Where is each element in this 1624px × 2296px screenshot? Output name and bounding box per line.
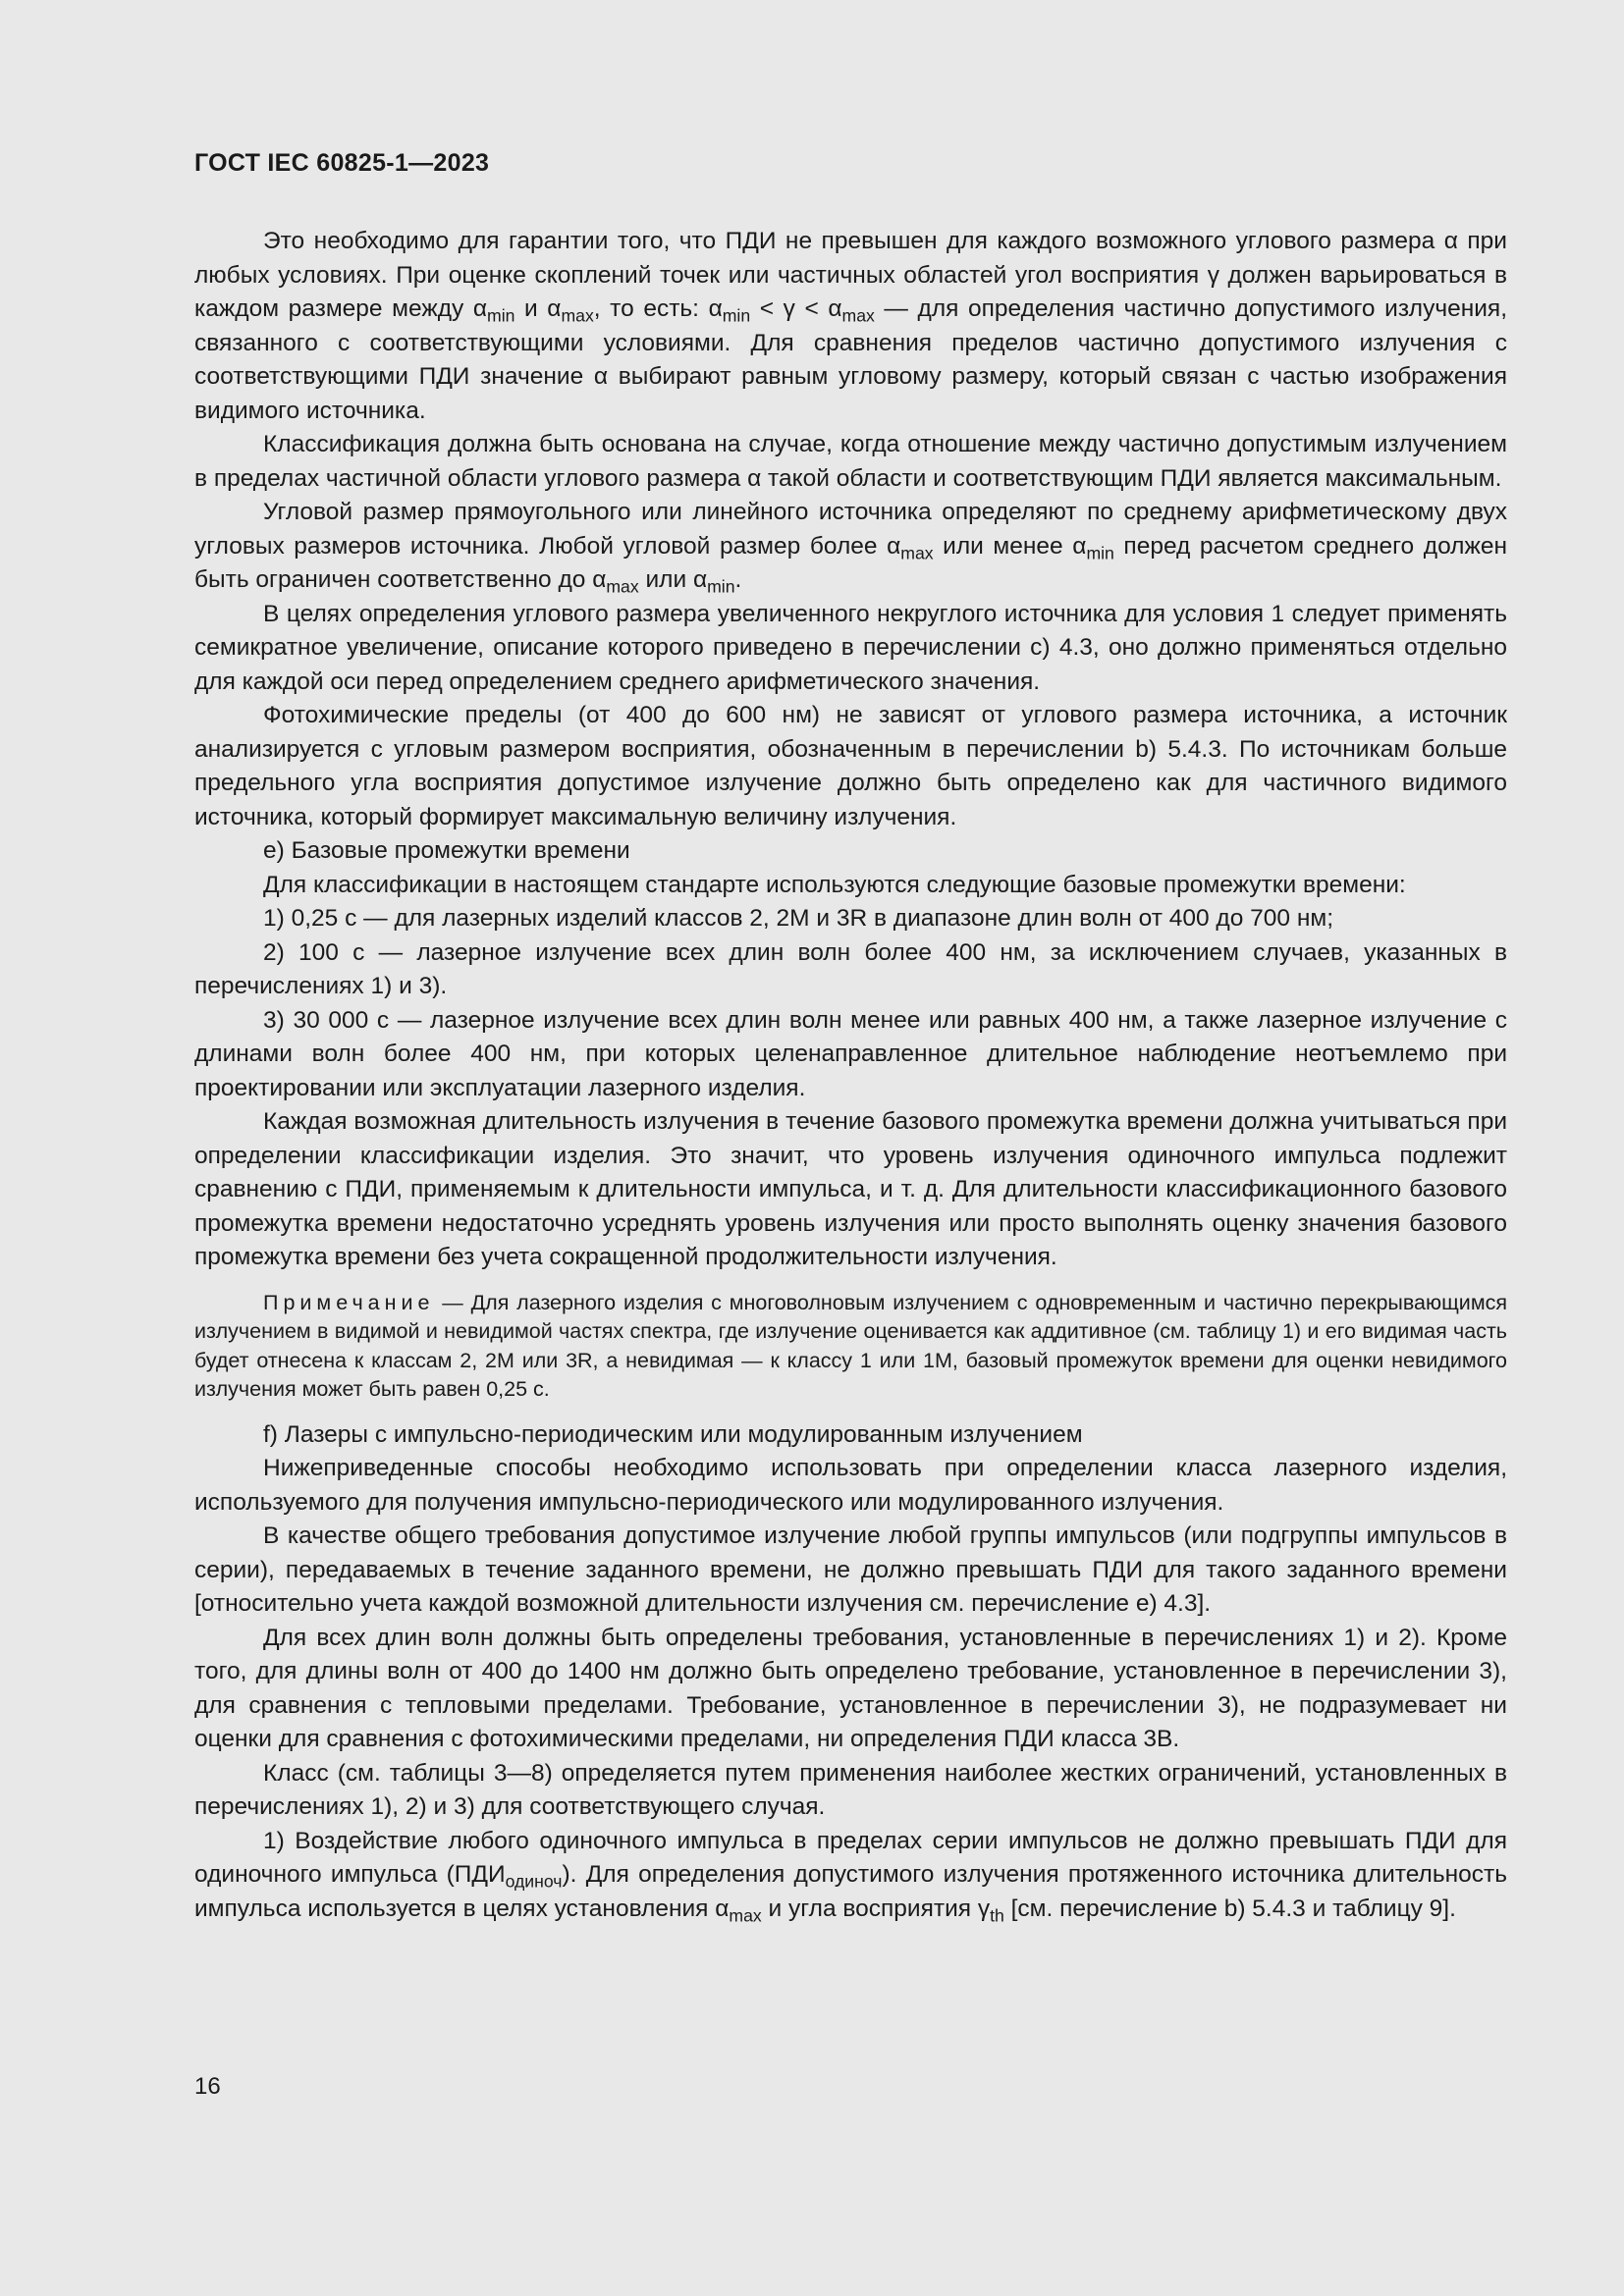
subscript: одиноч	[505, 1871, 563, 1892]
text-run: Каждая возможная длительность излучения в течение базового промежутка времени должна учитываться при определении классификации изделия. Это значит, что уровень излучения одиночного импульса подлежит сравнению с ПДИ, применяемым к длительности импульса, и т. д. Для длительности классификационного базового промежутка времени недостаточно усреднять уровень излучения или просто выполнять оценку значения базового промежутка времени без учета сокращенной продолжительности излучения.	[194, 1108, 1507, 1270]
body-paragraph	[194, 902, 1507, 936]
body-paragraph	[194, 1757, 1507, 1825]
text-run: Нижеприведенные способы необходимо использовать при определении класса лазерного изделия, используемого для получения импульсно-периодического или модулированного излучения.	[194, 1455, 1507, 1516]
text-run: Угловой размер прямоугольного или линейного источника определяют по среднему арифметическому двух угловых размеров источника. Любой угловой размер более α	[194, 499, 1507, 560]
text-run: [см. перечисление b) 5.4.3 и таблицу 9].	[1003, 1895, 1456, 1922]
text-run: 3) 30 000 с — лазерное излучение всех длин волн менее или равных 400 нм, а также лазерное излучение с длинами волн более 400 нм, при которых целенаправленное длительное наблюдение неотъемлемо при проектировании или эксплуатации лазерного изделия.	[194, 1006, 1507, 1101]
text-run: Класс (см. таблицы 3—8) определяется путем применения наиболее жестких ограничений, установленных в перечислениях 1), 2) и 3) для соответствующего случая.	[194, 1759, 1507, 1820]
text-run: В целях определения углового размера увеличенного некруглого источника для условия 1 следует применять семикратное увеличение, описание которого приведено в перечислении с) 4.3, оно должно применяться отдельно для каждой оси перед определением среднего арифметического значения.	[194, 600, 1507, 695]
text-run: 1) 0,25 с — для лазерных изделий классов 2, 2М и 3R в диапазоне длин волн от 400 до 700 нм;	[263, 905, 1334, 932]
body-paragraph	[194, 225, 1507, 428]
body-paragraph	[194, 869, 1507, 903]
text-run: Фотохимические пределы (от 400 до 600 нм) не зависят от углового размера источника, а источник анализируется с угловым размером восприятия, обозначенным в перечислении b) 5.4.3. По источникам больше предельного угла восприятия допустимое излучение должно быть определено как для частичного видимого источника, который формирует максимальную величину излучения.	[194, 702, 1507, 830]
text-run: Для классификации в настоящем стандарте используются следующие базовые промежутки времени:	[263, 871, 1406, 898]
body-paragraph	[194, 428, 1507, 496]
note-paragraph	[194, 1289, 1507, 1405]
text-run: — для определения частично допустимого излучения, связанного с соответствующими условиями. Для сравнения пределов частично допустимого излучения с соответствующими ПДИ значение α выбирают равным угловому размеру, который связан с частью изображения видимого источника.	[194, 295, 1507, 424]
body-paragraph	[194, 1520, 1507, 1622]
text-run: Это необходимо для гарантии того, что ПДИ не превышен для каждого возможного углового размера α при любых условиях. При оценке скоплений точек или частичных областей угол восприятия γ должен варьироваться в каждом размере между α	[194, 228, 1507, 322]
page-number: 16	[194, 2073, 221, 2100]
text-run: 1) Воздействие любого одиночного импульса в пределах серии импульсов не должно превышать ПДИ для одиночного импульса (ПДИ	[194, 1827, 1507, 1888]
subscript: max	[729, 1904, 762, 1925]
body-paragraph	[194, 834, 1507, 869]
subscript: min	[722, 305, 751, 326]
body-paragraph	[194, 1452, 1507, 1520]
text-run: перед расчетом среднего должен быть ограничен соответственно до α	[194, 532, 1507, 593]
body-paragraph	[194, 598, 1507, 700]
text-run: — Для лазерного изделия с многоволновым излучением с одновременным и частично перекрывающимся излучением в видимой и невидимой частях спектра, где излучение оценивается как аддитивное (см. таблицу 1) и его видимая часть будет отнесена к классам 2, 2М или 3R, а невидимая — к классу 1 или 1М, базовый промежуток времени для оценки невидимого излучения может быть равен 0,25 с.	[194, 1290, 1507, 1401]
text-run: В качестве общего требования допустимое излучение любой группы импульсов (или подгруппы импульсов в серии), передаваемых в течение заданного времени, не должно превышать ПДИ для такого заданного времени [относительно учета каждой возможной длительности излучения см. перечисление е) 4.3].	[194, 1522, 1507, 1617]
subscript: max	[900, 542, 934, 562]
body-paragraph	[194, 1622, 1507, 1757]
text-run: , то есть: α	[593, 295, 723, 322]
subscript: th	[990, 1904, 1004, 1925]
body-paragraph	[194, 1825, 1507, 1927]
document-body	[194, 225, 1507, 1926]
body-paragraph	[194, 1105, 1507, 1275]
text-run: .	[734, 566, 742, 593]
text-run: Для всех длин волн должны быть определены требования, установленные в перечислениях 1) и 2). Кроме того, для длины волн от 400 до 1400 нм должно быть определено требование, установленное в перечислении 3), для сравнения с тепловыми пределами. Требование, установленное в перечислении 3), не подразумевает ни оценки для сравнения с фотохимическими пределами, ни определения ПДИ класса 3В.	[194, 1624, 1507, 1752]
note-label: Примечание	[263, 1290, 435, 1314]
body-paragraph	[194, 1418, 1507, 1453]
subscript: min	[707, 576, 735, 597]
text-run: или α	[638, 566, 708, 593]
subscript: max	[561, 305, 594, 326]
text-run: е) Базовые промежутки времени	[263, 837, 630, 864]
text-run: Классификация должна быть основана на случае, когда отношение между частично допустимым излучением в пределах частичной области углового размера α такой области и соответствующим ПДИ является максимальным.	[194, 431, 1507, 492]
text-run: < γ < α	[750, 295, 842, 322]
body-paragraph	[194, 936, 1507, 1004]
document-header: ГОСТ IEC 60825-1—2023	[194, 149, 490, 177]
text-run: или менее α	[933, 532, 1087, 560]
subscript: min	[487, 305, 515, 326]
body-paragraph	[194, 699, 1507, 834]
text-run: 2) 100 с — лазерное излучение всех длин волн более 400 нм, за исключением случаев, указанных в перечислениях 1) и 3).	[194, 938, 1507, 999]
text-run: и угла восприятия γ	[761, 1895, 991, 1922]
text-run: ). Для определения допустимого излучения протяженного источника длительность импульса используется в целях установления α	[194, 1861, 1507, 1922]
body-paragraph	[194, 1004, 1507, 1106]
subscript: min	[1086, 542, 1114, 562]
body-paragraph	[194, 496, 1507, 598]
subscript: max	[841, 305, 875, 326]
text-run: и α	[514, 295, 562, 322]
text-run: f) Лазеры с импульсно-периодическим или модулированным излучением	[263, 1420, 1083, 1448]
subscript: max	[606, 576, 639, 597]
